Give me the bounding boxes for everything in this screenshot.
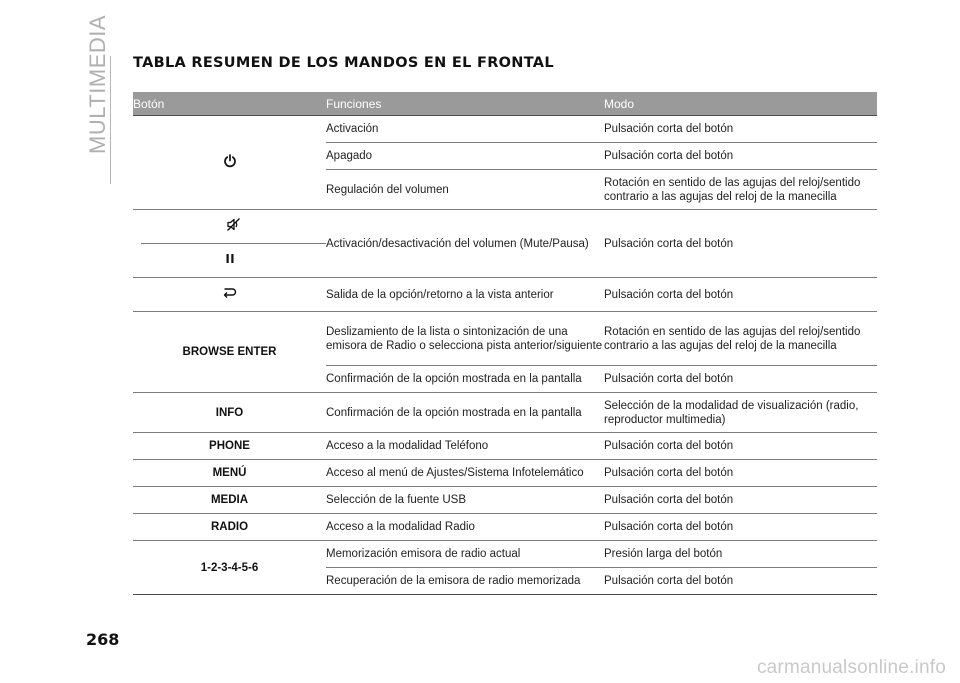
- table-row: [133, 210, 877, 278]
- mute-icon-wrap: [141, 210, 326, 244]
- header-functions: Funciones: [326, 92, 604, 116]
- mode-cell: Pulsación corta del botón: [604, 210, 877, 278]
- mute-pause-button-cell: [133, 210, 326, 278]
- browse-enter-button-cell: BROWSE ENTER: [133, 312, 326, 393]
- mute-icon: [226, 217, 241, 236]
- header-mode: Modo: [604, 92, 877, 116]
- function-cell: Selección de la fuente USB: [326, 487, 604, 514]
- table-row: [133, 278, 877, 312]
- function-cell: Activación: [326, 116, 604, 143]
- table-header-row: [133, 92, 877, 116]
- mode-cell: Pulsación corta del botón: [604, 116, 877, 143]
- back-button-cell: [133, 278, 326, 312]
- mode-cell: Pulsación corta del botón: [604, 278, 877, 312]
- function-cell: Activación/desactivación del volumen (Mute/Pausa): [326, 210, 604, 278]
- function-cell: Recuperación de la emisora de radio memorizada: [326, 568, 604, 595]
- pause-icon: [225, 253, 235, 268]
- controls-summary-table: [133, 92, 877, 595]
- mode-cell: Pulsación corta del botón: [604, 460, 877, 487]
- power-button-cell: [133, 116, 326, 210]
- mode-cell: Presión larga del botón: [604, 541, 877, 568]
- mode-cell: Pulsación corta del botón: [604, 433, 877, 460]
- table-row: [133, 487, 877, 514]
- function-cell: Memorización emisora de radio actual: [326, 541, 604, 568]
- header-button: Botón: [133, 92, 326, 116]
- phone-button-cell: PHONE: [133, 433, 326, 460]
- table-row: [133, 460, 877, 487]
- info-button-cell: INFO: [133, 393, 326, 433]
- function-cell: Apagado: [326, 143, 604, 170]
- media-button-cell: MEDIA: [133, 487, 326, 514]
- mode-cell: Rotación en sentido de las agujas del reloj/sentido contrario a las agujas del reloj de la manecilla: [604, 170, 877, 210]
- back-arrow-icon: [222, 287, 238, 303]
- table-row: [133, 393, 877, 433]
- mode-cell: Selección de la modalidad de visualización (radio, reproductor multimedia): [604, 393, 877, 433]
- function-cell: Acceso a la modalidad Teléfono: [326, 433, 604, 460]
- radio-button-cell: RADIO: [133, 514, 326, 541]
- table-row: [133, 514, 877, 541]
- function-cell: Confirmación de la opción mostrada en la pantalla: [326, 366, 604, 393]
- table-row: [133, 312, 877, 366]
- mode-cell: Pulsación corta del botón: [604, 143, 877, 170]
- mode-cell: Rotación en sentido de las agujas del reloj/sentido contrario a las agujas del reloj de la manecilla: [604, 312, 877, 366]
- table-row: [133, 116, 877, 143]
- page-number: 268: [86, 630, 120, 649]
- function-cell: Confirmación de la opción mostrada en la pantalla: [326, 393, 604, 433]
- preset-buttons-cell: 1-2-3-4-5-6: [133, 541, 326, 595]
- mode-cell: Pulsación corta del botón: [604, 568, 877, 595]
- table-row: [133, 541, 877, 568]
- menu-button-cell: MENÚ: [133, 460, 326, 487]
- mode-cell: Pulsación corta del botón: [604, 514, 877, 541]
- function-cell: Acceso a la modalidad Radio: [326, 514, 604, 541]
- mode-cell: Pulsación corta del botón: [604, 366, 877, 393]
- pause-icon-wrap: [133, 244, 326, 277]
- mode-cell: Pulsación corta del botón: [604, 487, 877, 514]
- page-title: TABLA RESUMEN DE LOS MANDOS EN EL FRONTAL: [133, 55, 554, 71]
- function-cell: Acceso al menú de Ajustes/Sistema Infotelemático: [326, 460, 604, 487]
- function-cell: Salida de la opción/retorno a la vista anterior: [326, 278, 604, 312]
- function-cell: Deslizamiento de la lista o sintonización de una emisora de Radio o selecciona pista anterior/siguiente: [326, 312, 604, 366]
- power-icon: [223, 154, 237, 172]
- table-row: [133, 433, 877, 460]
- section-tab-label: MULTIMEDIA: [85, 14, 110, 154]
- function-cell: Regulación del volumen: [326, 170, 604, 210]
- watermark: carmanualsonline.info: [756, 657, 946, 678]
